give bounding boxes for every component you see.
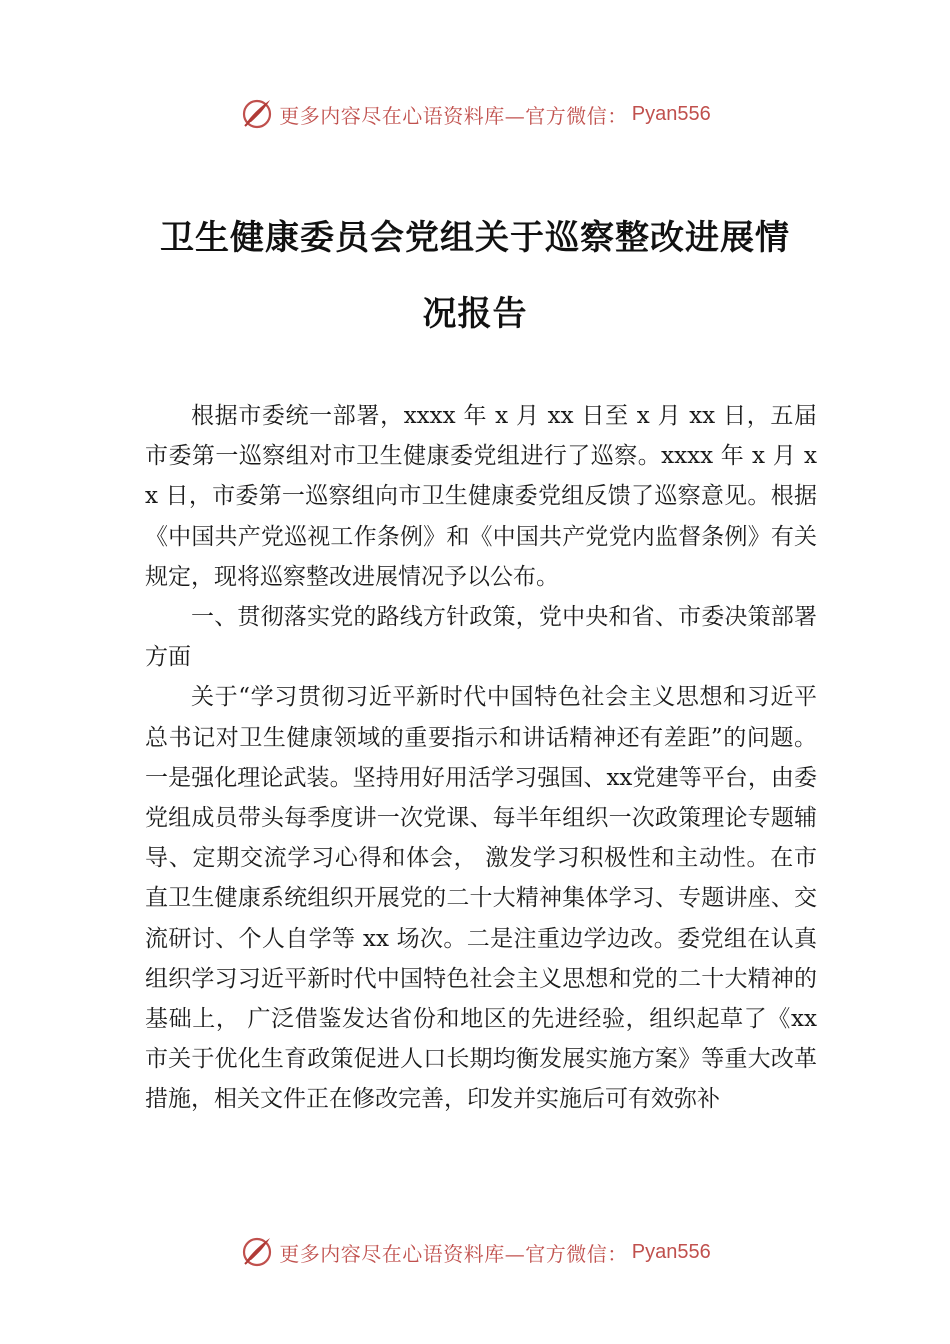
- header-watermark-banner: [0, 94, 950, 134]
- document-title: 卫生健康委员会党组关于巡察整改进展情况报告: [160, 218, 790, 334]
- quill-logo-icon: [239, 1234, 275, 1270]
- wechat-id: Pyan556: [631, 1240, 711, 1263]
- section-heading-1: 一、贯彻落实党的路线方针政策，党中央和省、市委决策部署方面: [145, 604, 817, 671]
- paragraph-section-1: 关于“学习贯彻习近平新时代中国特色社会主义思想和习近平总书记对卫生健康领域的重要指示和讲话精神还有差距”的问题。一是强化理论武装。坚持用好用活学习强国、xx党建等平台，由委党组成员带头每季度讲一次党课、每半年组织一次政策理论专题辅导、定期交流学习心得和体会， 激发学习积极性和主动性。在市直卫生健康系统组织开展党的二十大精神集体学习、专题讲座、交流研讨、个人自学等 xx 场次。二是注重边学边改。委党组在认真组织学习习近平新时代中国特色社会主义思想和党的二十大精神的基础上， 广泛借鉴发达省份和地区的先进经验，组织起草了《xx 市关于优化生育政策促进人口长期均衡发展实施方案》等重大改革措施，相关文件正在修改完善，印发并实施后可有效弥补: [145, 684, 817, 1113]
- paragraph-intro: 根据市委统一部署，xxxx 年 x 月 xx 日至 x 月 xx 日，五届市委第一巡察组对市卫生健康委党组进行了巡察。xxxx 年 x 月 xx 日，市委第一巡察组向市卫生健康委党组反馈了巡察意见。根据《中国共产党巡视工作条例》和《中国共产党党内监督条例》有关规定，现将巡察整改进展情况予以公布。: [145, 403, 817, 590]
- watermark-text: 更多内容尽在心语资料库—官方微信：: [279, 103, 628, 128]
- wechat-id: Pyan556: [631, 102, 711, 125]
- watermark-text: 更多内容尽在心语资料库—官方微信：: [279, 1241, 628, 1266]
- footer-watermark-banner: [0, 1232, 950, 1272]
- quill-logo-icon: [239, 96, 275, 132]
- document-body: [145, 396, 817, 1120]
